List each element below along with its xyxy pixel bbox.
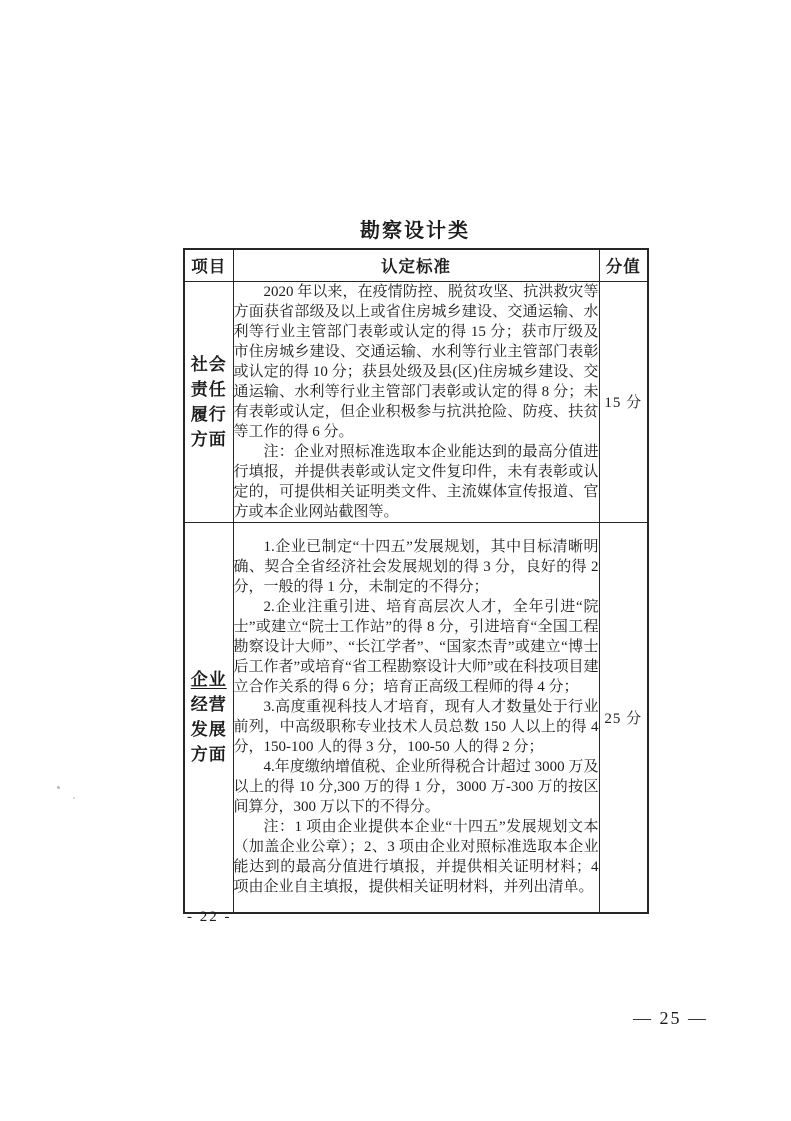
criteria-table: [183, 248, 649, 914]
criteria-paragraph: 2020 年以来，在疫情防控、脱贫攻坚、抗洪救灾等方面获省部级及以上或省住房城乡建设、交通运输、水利等行业主管部门表彰或认定的得 15 分；获市厅级及市住房城乡建设、交通运输、水利等行业主管部门表彰或认定的得 10 分；获县处级及县(区)住房城乡建设、交通运输、水利等行业主管部门表彰或认定的得 8 分；未有表彰或认定，但企业积极参与抗洪抢险、防疫、扶贫等工作的得 6 分。: [233, 283, 599, 440]
criteria-note: 注：企业对照标准选取本企业能达到的最高分值进行填报，并提供表彰或认定文件复印件，未有表彰或认定的，可提供相关证明类文件、主流媒体宣传报道、官方或本企业网站截图等。: [233, 443, 599, 520]
item-label-line: 方面: [190, 745, 227, 765]
page-number-outer: — 25 —: [633, 1008, 708, 1028]
item-label-line: 发展: [190, 720, 227, 740]
scan-speck: [73, 797, 75, 799]
criteria-note: 注：1 项由企业提供本企业“十四五”发展规划文本（加盖企业公章）；2、3 项由企业对照标准选取本企业能达到的最高分值进行填报，并提供相关证明材料；4 项由企业自主填报，提供相关证明材料，并列出清单。: [233, 819, 599, 896]
score-cell-business-development: 25 分: [599, 522, 648, 913]
criteria-paragraph: 2.企业注重引进、培育高层次人才，全年引进“院士”或建立“院士工作站”的得 8 分，引进培育“全国工程勘察设计大师”、“长江学者”、“国家杰青”或建立“博士后工作者”或培育“省工程勘察设计大师”或在科技项目建立合作关系的得 6 分；培育正高级工程师的得 4 分；: [233, 599, 599, 696]
table-row-business-development: [184, 522, 648, 913]
page-number-inner: - 22 -: [187, 909, 232, 925]
column-header-score: 分值: [599, 249, 648, 281]
item-label-line: 社会: [190, 354, 227, 374]
column-header-criteria: 认定标准: [233, 249, 599, 281]
criteria-cell-social-responsibility: [233, 281, 599, 522]
item-label-line: 经营: [190, 695, 227, 715]
item-label: [185, 352, 233, 452]
item-cell-social-responsibility: [184, 281, 233, 522]
criteria-paragraph: 3.高度重视科技人才培育，现有人才数量处于行业前列，中高级职称专业技术人员总数 150 人以上的得 4 分，150-100 人的得 3 分，100-50 人的得 2 分；: [233, 699, 599, 756]
item-label-line: 履行: [190, 404, 227, 424]
item-label-line: 责任: [190, 379, 227, 399]
criteria-cell-business-development: [233, 522, 599, 913]
criteria-paragraph: 4.年度缴纳增值税、企业所得税合计超过 3000 万及以上的得 10 分,300 万的得 1 分，3000 万-300 万的按区间算分，300 万以下的不得分。: [233, 759, 599, 816]
item-label-line: 方面: [190, 429, 227, 449]
item-cell-business-development: [184, 522, 233, 913]
scan-speck: [57, 786, 60, 789]
item-label: [185, 667, 233, 767]
page-title: 勘察设计类: [360, 220, 470, 242]
criteria-paragraph: 1.企业已制定“十四五”发展规划，其中目标清晰明确、契合全省经济社会发展规划的得 3 分，良好的得 2 分，一般的得 1 分，未制定的不得分；: [233, 539, 599, 596]
table-header-row: [184, 249, 648, 281]
item-label-line: 企业: [190, 670, 227, 690]
score-cell-social-responsibility: 15 分: [599, 281, 648, 522]
table-row-social-responsibility: [184, 281, 648, 522]
column-header-item: 项目: [184, 249, 233, 281]
